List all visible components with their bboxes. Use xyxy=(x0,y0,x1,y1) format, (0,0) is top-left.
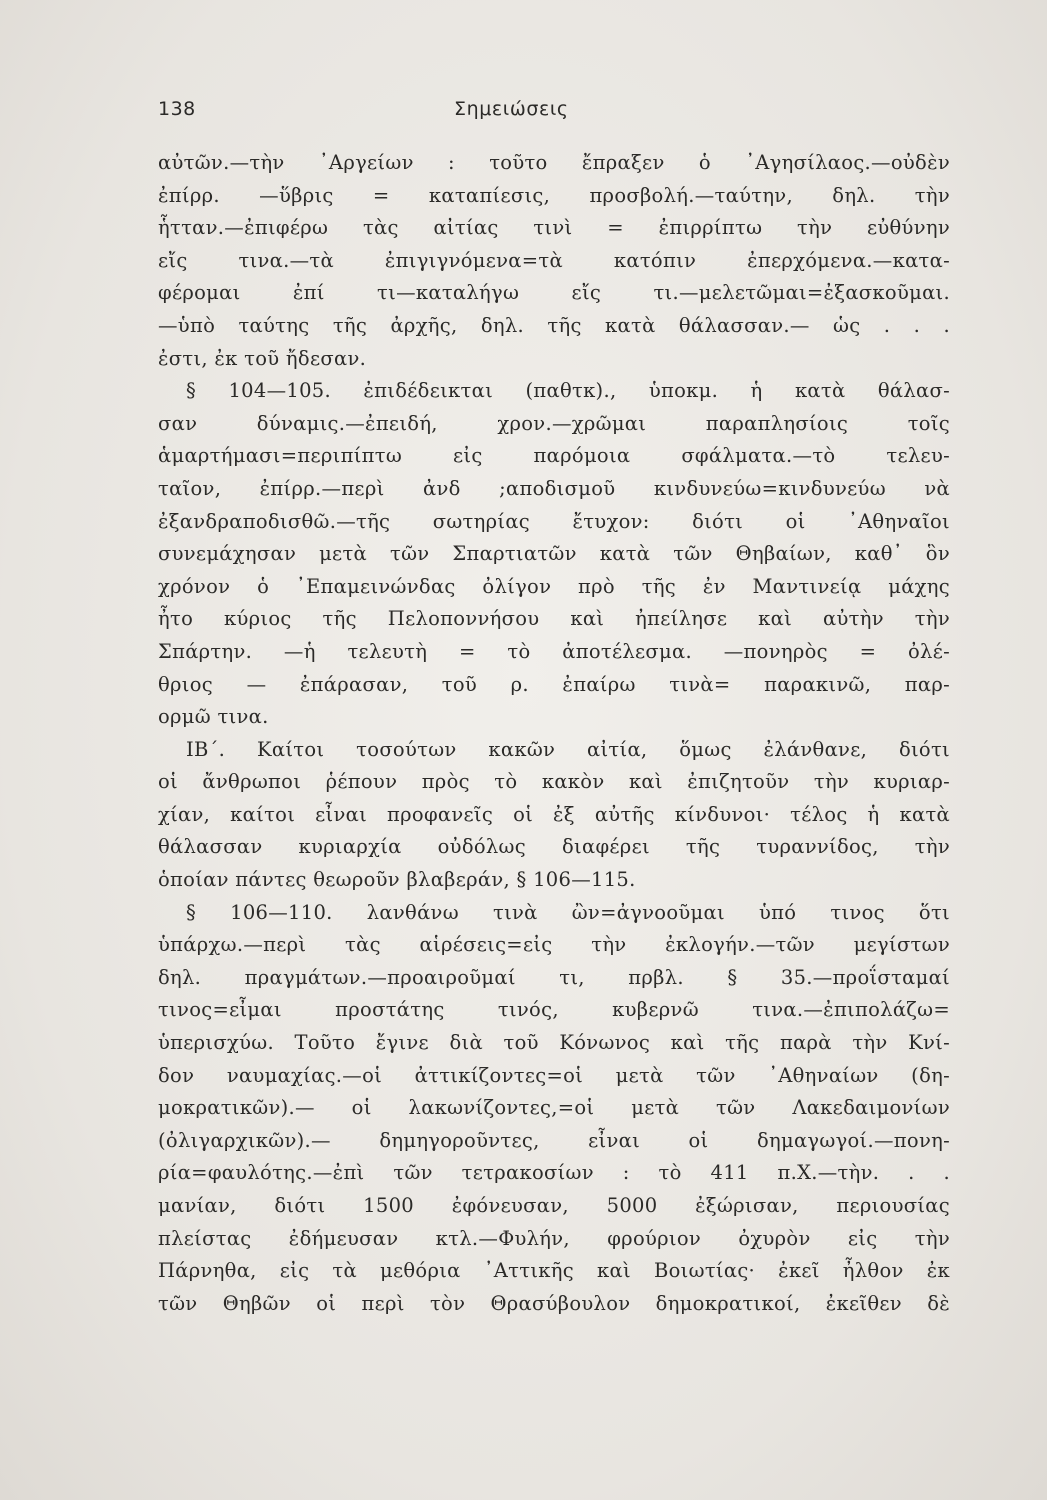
page-header xyxy=(158,98,948,128)
text-line: θάλασσαν κυριαρχία οὐδόλως διαφέρει τῆς τυραννίδος, τὴν xyxy=(158,835,950,859)
text-line: § 104—105. ἐπιδέδεικται (παθτκ)., ὑποκμ. ἡ κατὰ θάλασ- xyxy=(186,379,950,403)
text-line: Σπάρτην. —ἡ τελευτὴ = τὸ ἀποτέλεσμα. —πονηρὸς = ὀλέ- xyxy=(158,639,950,663)
text-line: ὁποίαν πάντες θεωροῦν βλαβεράν, § 106—115. xyxy=(158,868,636,892)
text-line: οἱ ἄνθρωποι ῥέπουν πρὸς τὸ κακὸν καὶ ἐπιζητοῦν τὴν κυριαρ- xyxy=(158,770,950,794)
text-line: σαν δύναμις.—ἐπειδή, χρον.—χρῶμαι παραπλησίοις τοῖς xyxy=(158,411,950,435)
text-line: ἧτταν.—ἐπιφέρω τὰς αἰτίας τινὶ = ἐπιρρίπτω τὴν εὐθύνην xyxy=(158,216,950,240)
text-line: —ὑπὸ ταύτης τῆς ἀρχῆς, δηλ. τῆς κατὰ θάλασσαν.— ὡς . . . xyxy=(158,313,950,337)
running-title: Σημειώσεις xyxy=(454,98,569,120)
text-line: ἐστι, ἐκ τοῦ ἤδεσαν. xyxy=(158,346,367,370)
text-line: θριος — ἐπάρασαν, τοῦ ρ. ἐπαίρω τινὰ= παρακινῶ, παρ- xyxy=(158,672,950,696)
text-line: § 106—110. λανθάνω τινὰ ὢν=ἀγνοοῦμαι ὑπό τινος ὅτι xyxy=(186,900,950,924)
text-line: χρόνον ὁ ᾿Επαμεινώνδας ὀλίγον πρὸ τῆς ἐν Μαντινείᾳ μάχης xyxy=(158,574,950,598)
text-line: ΙΒ΄. Καίτοι τοσούτων κακῶν αἰτία, ὅμως ἐλάνθανε, διότι xyxy=(186,737,950,761)
text-line: τινος=εἶμαι προστάτης τινός, κυβερνῶ τινα.—ἐπιπολάζω= xyxy=(158,998,950,1022)
notes-text xyxy=(158,147,950,1320)
text-line: μοκρατικῶν).— οἱ λακωνίζοντες,=οἱ μετὰ τῶν Λακεδαιμονίων xyxy=(158,1096,950,1120)
text-line: δον ναυμαχίας.—οἱ ἀττικίζοντες=οἱ μετὰ τῶν ᾿Αθηναίων (δη- xyxy=(158,1063,950,1087)
text-line: μανίαν, διότι 1500 ἐφόνευσαν, 5000 ἐξώρισαν, περιουσίας xyxy=(158,1194,950,1217)
page-number: 138 xyxy=(158,98,196,120)
text-line: (ὀλιγαρχικῶν).— δημηγοροῦντες, εἶναι οἱ δημαγωγοί.—πονη- xyxy=(158,1128,950,1152)
text-line: ὑπάρχω.—περὶ τὰς αἱρέσεις=εἰς τὴν ἐκλογήν.—τῶν μεγίστων xyxy=(158,933,950,957)
text-line: ἐπίρρ. —ὕβρις = καταπίεσις, προσβολή.—ταύτην, δηλ. τὴν xyxy=(158,183,950,207)
text-line: δηλ. πραγμάτων.—προαιροῦμαί τι, πρβλ. § 35.—προΐσταμαί xyxy=(158,965,950,989)
text-line: ρία=φαυλότης.—ἐπὶ τῶν τετρακοσίων : τὸ 411 π.Χ.—τὴν. . . xyxy=(158,1161,950,1185)
text-line: ταῖον, ἐπίρρ.—περὶ ἀνδ ;αποδισμοῦ κινδυνεύω=κινδυνεύω νὰ xyxy=(158,476,950,500)
text-line: ἐξανδραποδισθῶ.—τῆς σωτηρίας ἔτυχον: διότι οἱ ᾿Αθηναῖοι xyxy=(158,509,950,533)
text-line: εἴς τινα.—τὰ ἐπιγιγνόμενα=τὰ κατόπιν ἐπερχόμενα.—κατα- xyxy=(158,248,950,272)
text-line: πλείστας ἐδήμευσαν κτλ.—Φυλήν, φρούριον ὀχυρὸν εἰς τὴν xyxy=(158,1226,950,1250)
text-line: ἁμαρτήμασι=περιπίπτω εἰς παρόμοια σφάλματα.—τὸ τελευ- xyxy=(158,444,950,468)
text-line: ορμῶ τινα. xyxy=(158,705,269,729)
text-line: συνεμάχησαν μετὰ τῶν Σπαρτιατῶν κατὰ τῶν Θηβαίων, καθ᾿ ὃν xyxy=(158,542,950,566)
text-line: Πάρνηθα, εἰς τὰ μεθόρια ᾿Αττικῆς καὶ Βοιωτίας· ἐκεῖ ἦλθον ἐκ xyxy=(158,1259,950,1283)
text-line: ὑπερισχύω. Τοῦτο ἔγινε διὰ τοῦ Κόνωνος καὶ τῆς παρὰ τὴν Κνί- xyxy=(158,1031,950,1055)
text-line: τῶν Θηβῶν οἱ περὶ τὸν Θρασύβουλον δημοκρατικοί, ἐκεῖθεν δὲ xyxy=(158,1291,950,1315)
text-line: αὐτῶν.—τὴν ᾿Αργείων : τοῦτο ἔπραξεν ὁ ᾿Αγησίλαος.—οὐδὲν xyxy=(158,151,950,174)
text-line: ἦτο κύριος τῆς Πελοποννήσου καὶ ἠπείλησε καὶ αὐτὴν τὴν xyxy=(158,607,950,631)
text-line: φέρομαι ἐπί τι—καταλήγω εἴς τι.—μελετῶμαι=ἐξασκοῦμαι. xyxy=(158,281,950,305)
text-line: χίαν, καίτοι εἶναι προφανεῖς οἱ ἐξ αὐτῆς κίνδυνοι· τέλος ἡ κατὰ xyxy=(158,802,950,826)
